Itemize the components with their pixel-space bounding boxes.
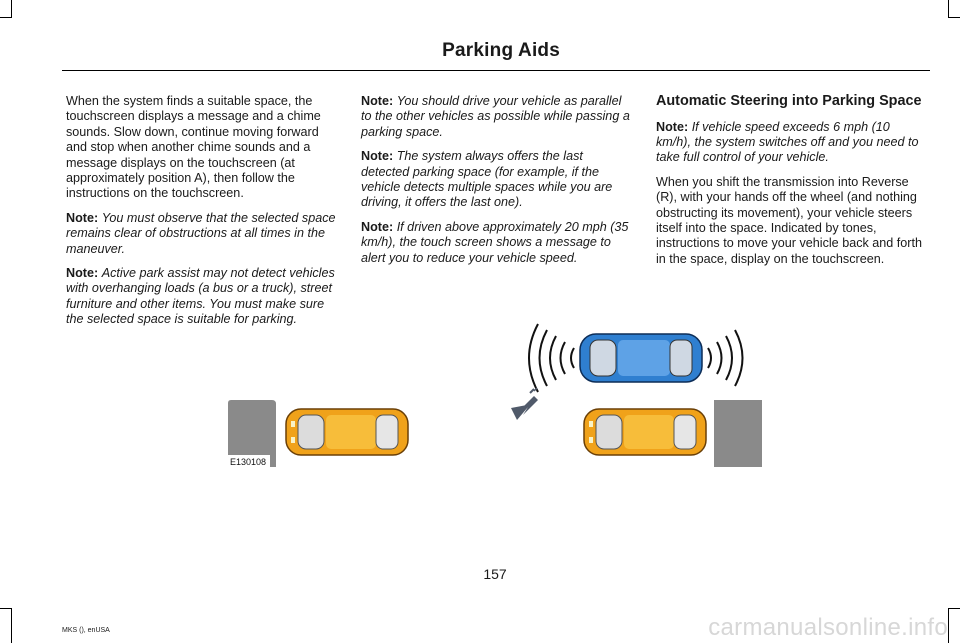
curb-right — [714, 400, 762, 467]
note-label: Note: — [66, 210, 99, 225]
crop-mark — [948, 608, 949, 643]
text-column-1 — [66, 94, 338, 337]
body-paragraph: When the system finds a suitable space, the touchscreen displays a message and a chime sounds. Slow down, continue moving forward and stop when another chime sounds and a message displays on the touchscreen (at approximately position A), then follow the instructions on the touchscreen. — [66, 94, 321, 201]
crop-mark — [11, 0, 12, 18]
page-title: Parking Aids — [442, 40, 560, 61]
note-label: Note: — [361, 149, 394, 164]
footer-code: MKS (), enUSA — [62, 627, 110, 634]
text-column-2 — [361, 94, 633, 275]
moving-car — [580, 334, 702, 382]
note-text: The system always offers the last detected parking space (for example, if the vehicle detects multiple spaces while you are driving, it offers the last one). — [361, 149, 613, 210]
header-rule — [62, 70, 930, 71]
note-label: Note: — [656, 119, 689, 134]
sensor-waves-right — [708, 330, 743, 386]
section-heading: Automatic Steering into Parking Space — [656, 93, 922, 109]
direction-arrow-icon — [511, 388, 538, 420]
note-text: If vehicle speed exceeds 6 mph (10 km/h), the system switches off and you need to take full control of your vehicle. — [656, 119, 919, 165]
note-label: Note: — [361, 219, 394, 234]
note — [361, 220, 633, 266]
text-column-3 — [656, 94, 928, 276]
crop-mark — [0, 17, 12, 18]
crop-mark — [11, 608, 12, 643]
note-label: Note: — [66, 266, 99, 281]
crop-mark — [0, 608, 12, 609]
note — [656, 120, 928, 166]
sensor-waves-left — [529, 324, 574, 392]
note — [66, 266, 338, 328]
parked-car-left — [286, 409, 408, 455]
parking-figure — [228, 323, 762, 473]
figure-id: E130108 — [230, 457, 267, 467]
note — [66, 211, 338, 257]
page-number: 157 — [483, 566, 507, 582]
crop-mark — [948, 0, 949, 18]
note — [361, 149, 633, 211]
note-text: You must observe that the selected space remains clear of obstructions at all times in the maneuver. — [66, 210, 336, 256]
parked-car-right — [584, 409, 706, 455]
watermark: carmanualsonline.info — [708, 614, 948, 641]
note-text: If driven above approximately 20 mph (35 km/h), the touch screen shows a message to alert you to reduce your vehicle speed. — [361, 219, 629, 265]
crop-mark — [948, 17, 960, 18]
note-text: You should drive your vehicle as parallel to the other vehicles as possible while passing a parking space. — [361, 94, 630, 139]
note-label: Note: — [361, 94, 394, 108]
body-paragraph: When you shift the transmission into Reverse (R), with your hands off the wheel (and nothing obstructing its movement), your vehicle steers itself into the space. Indicated by tones, instructions to move your vehicle back and forth in the space, display on the touchscreen. — [656, 174, 922, 266]
parking-illustration — [228, 323, 762, 473]
note — [361, 94, 633, 140]
crop-mark — [948, 608, 960, 609]
note-text: Active park assist may not detect vehicles with overhanging loads (a bus or a truck), street furniture and other items. You must make sure the selected space is suitable for parking. — [66, 266, 335, 327]
